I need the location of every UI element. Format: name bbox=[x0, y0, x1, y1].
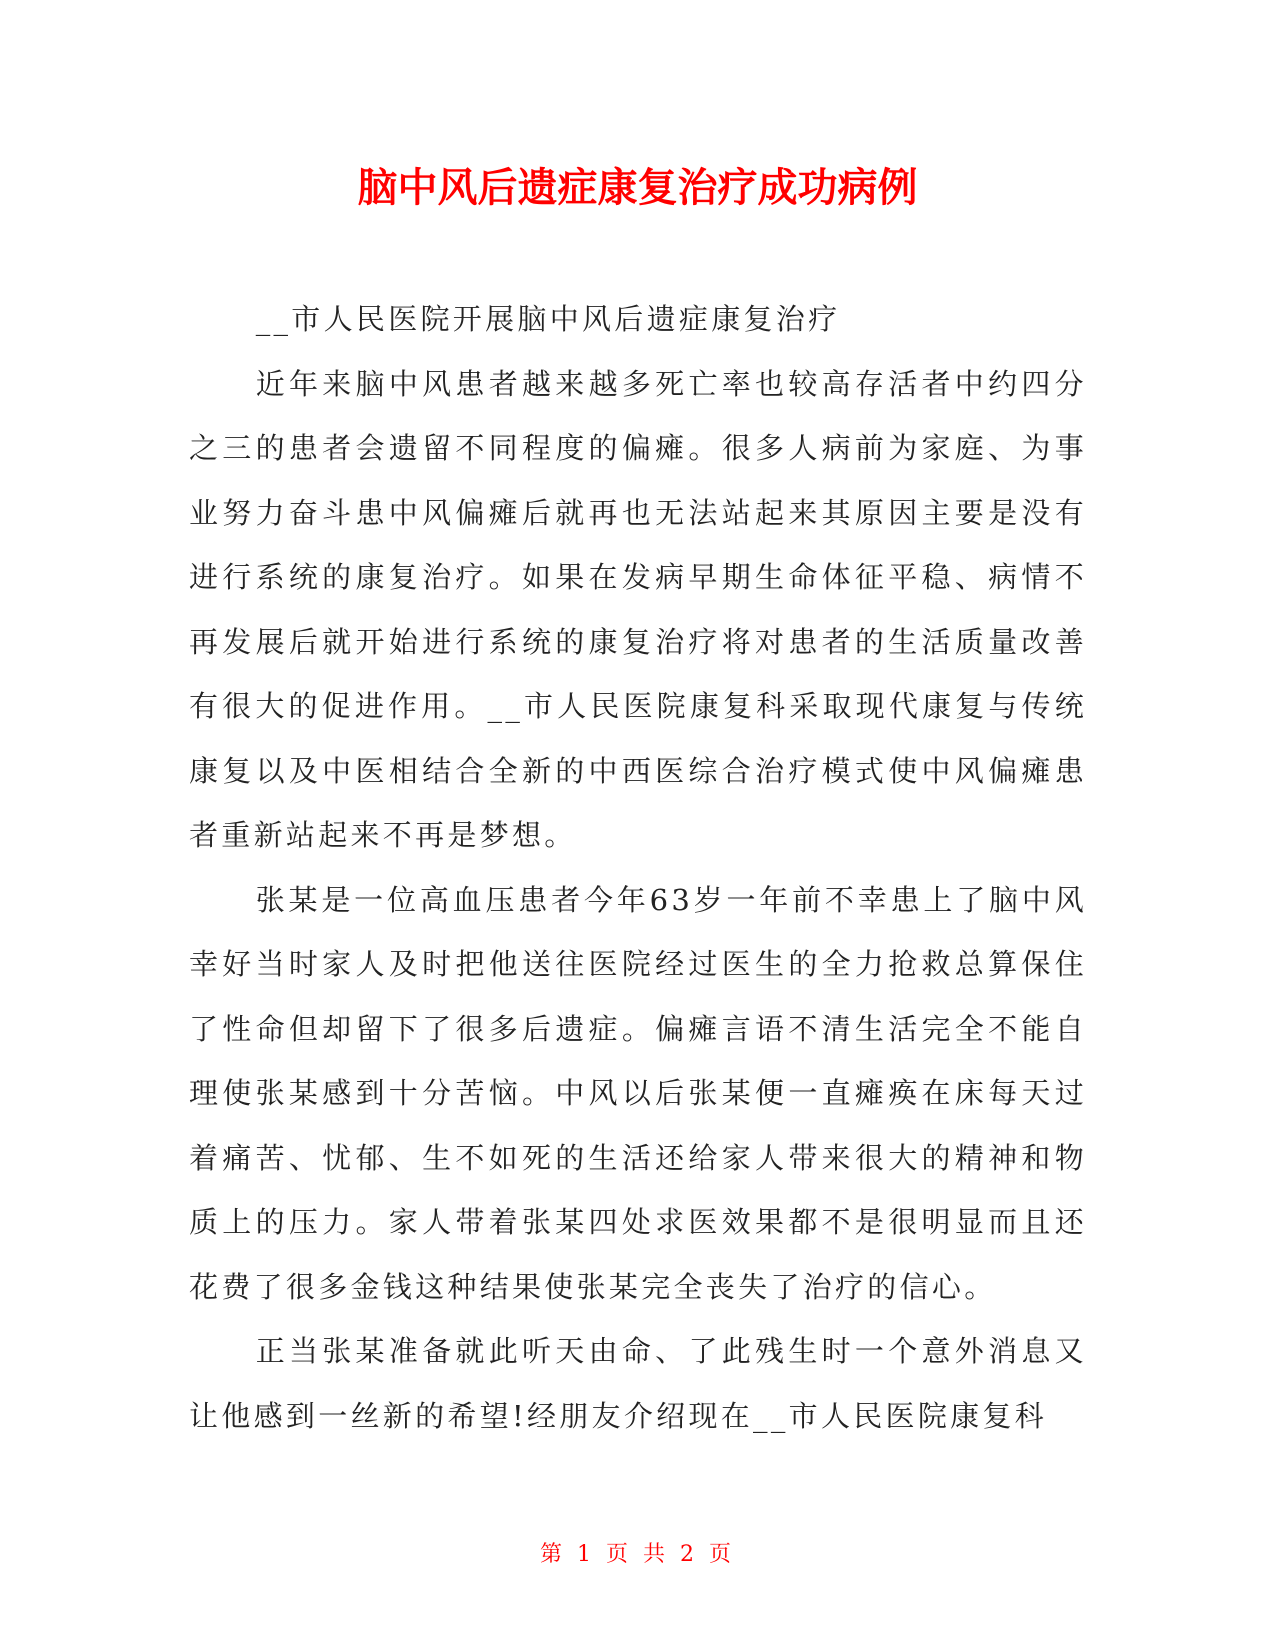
paragraph-intro: 近年来脑中风患者越来越多死亡率也较高存活者中约四分之三的患者会遗留不同程度的偏瘫。很多人病前为家庭、为事业努力奋斗患中风偏瘫后就再也无法站起来其原因主要是没有进行系统的康复治疗。如果在发病早期生命体征平稳、病情不再发展后就开始进行系统的康复治疗将对患者的生活质量改善有很大的促进作用。__市人民医院康复科采取现代康复与传统康复以及中医相结合全新的中西医综合治疗模式使中风偏瘫患者重新站起来不再是梦想。 bbox=[189, 366, 1087, 852]
document-title: 脑中风后遗症康复治疗成功病例 bbox=[357, 165, 918, 211]
paragraph-subtitle: __市人民医院开展脑中风后遗症康复治疗 bbox=[255, 302, 841, 336]
page-number-footer: 第 1 页 共 2 页 bbox=[540, 1542, 735, 1567]
document-body bbox=[189, 287, 1087, 1448]
paragraph-hope: 正当张某准备就此听天由命、了此残生时一个意外消息又让他感到一丝新的希望!经朋友介绍现在__市人民医院康复科 bbox=[189, 1334, 1087, 1433]
paragraph-case: 张某是一位高血压患者今年63岁一年前不幸患上了脑中风幸好当时家人及时把他送往医院经过医生的全力抢救总算保住了性命但却留下了很多后遗症。偏瘫言语不清生活完全不能自理使张某感到十分苦恼。中风以后张某便一直瘫痪在床每天过着痛苦、忧郁、生不如死的生活还给家人带来很大的精神和物质上的压力。家人带着张某四处求医效果都不是很明显而且还花费了很多金钱这种结果使张某完全丧失了治疗的信心。 bbox=[189, 882, 1087, 1304]
